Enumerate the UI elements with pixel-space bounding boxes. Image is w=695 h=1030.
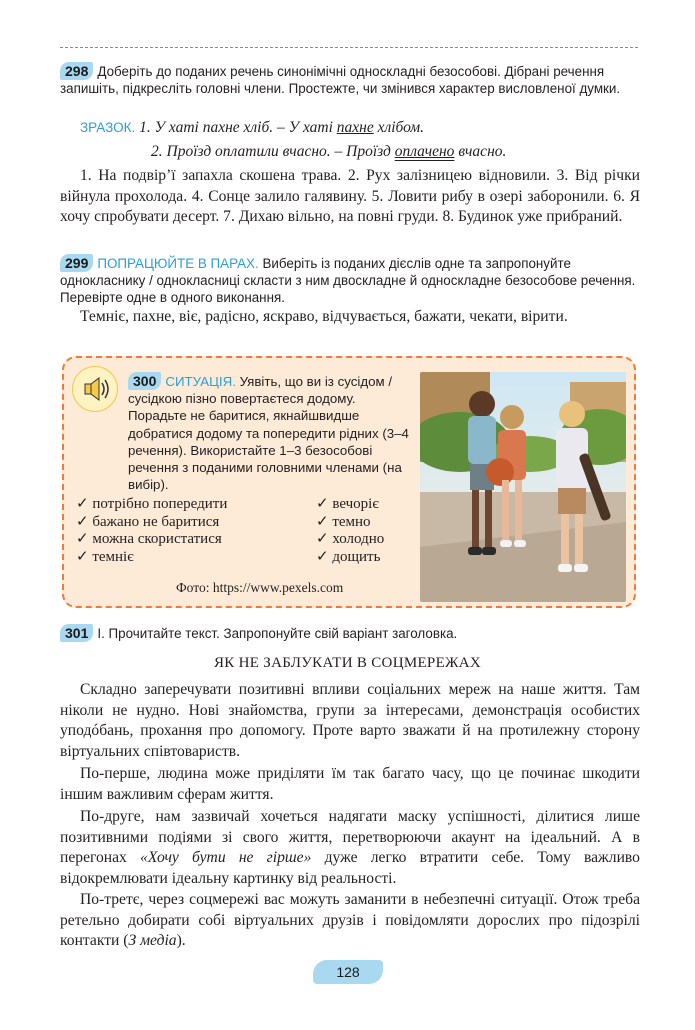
sample-2-end: вчасно. (454, 143, 507, 160)
task-299-text: Виберіть із поданих дієслів одне та запропонуйте однокласнику / однокласниці скласти з ним двоскладне й односкладне безособове речення. Перевірте одне в одного виконання. (60, 256, 636, 305)
list-item: ✓ темно (316, 513, 371, 530)
quoted-phrase: «Хочу бути не гірше» (140, 849, 312, 866)
sample-label: ЗРАЗОК. (80, 120, 136, 135)
task-301-instruction (60, 624, 640, 642)
task-299-label: ПОПРАЦЮЙТЕ В ПАРАХ. (97, 256, 259, 271)
list-item: ✓ холодно (316, 531, 385, 547)
sample-2-start: 2. Проїзд оплатили вчасно. – Проїзд (151, 143, 395, 160)
task-300-instruction (128, 372, 410, 493)
sample-line-2 (151, 142, 506, 162)
task-number-badge: 298 (60, 62, 93, 80)
task-300-text: Уявіть, що ви із сусідом / сусідкою пізно повертаєтеся додому. Порадьте не баритися, якнайшвидше добратися додому та попередити рідних (3–4 речення). Використайте 1–3 безособові речення з поданими головними членами (на вибір). (128, 374, 409, 493)
right-phrase-list (316, 496, 384, 566)
page-number: 128 (313, 960, 383, 984)
task-298-text: Доберіть до поданих речень синонімічні односкладні безособові. Дібрані речення запишіть, підкресліть головні члени. Простежте, чи змінився характер висловленої думки. (60, 64, 621, 96)
task-299-instruction (60, 254, 640, 306)
photo-caption: Фото: https://www.pexels.com (176, 580, 344, 595)
task-number-badge: 301 (60, 624, 93, 642)
task-300-label: СИТУАЦІЯ. (165, 374, 236, 389)
left-phrase-list (76, 496, 227, 566)
text-paragraph-3: По-друге, нам зазвичай хочеться надягати маску успішності, ділитися лише позитивними подіями зі свого життя, перетворюючи акаунт на ідеальний. А в перегонах «Хочу бути не гірше» дуже легко втратити себе. Тому важливо відокремлювати ідеальну картинку від реальності. (60, 808, 640, 887)
sample-1-start: 1. У хаті пахне хліб. – У хаті (139, 119, 337, 136)
list-item: ✓ дощить (316, 548, 381, 565)
task-number-badge: 299 (60, 254, 93, 272)
task-298-instruction (60, 62, 640, 97)
list-item: ✓ можна скористатися (76, 531, 222, 547)
speaker-icon (72, 366, 118, 412)
sample-1-underlined: пахне (336, 119, 374, 136)
sample-1-end: хлібом. (373, 119, 425, 136)
source-reference: З медіа (128, 932, 177, 949)
text-title: ЯК НЕ ЗАБЛУКАТИ В СОЦМЕРЕЖАХ (213, 655, 482, 671)
situation-box (62, 356, 636, 608)
task-301-text: І. Прочитайте текст. Запропонуйте свій варіант заголовка. (97, 626, 458, 641)
sample-2-underlined: оплачено (394, 143, 455, 160)
text-paragraph-1: Складно заперечувати позитивні впливи соціальних мереж на наше життя. Там ніколи не нудно. Нові знайомства, групи за інтересами, демонстрація особистих уподóбань, прохання про допомогу. Проте варто зважати й на протилежну сторону віртуальних співтовариств. (60, 681, 640, 760)
sample-line-1 (80, 118, 424, 138)
text-paragraph-2: По-перше, людина може приділяти їм так багато часу, що це починає шкодити іншим важливим сферам життя. (60, 765, 640, 803)
task-299-words: Темніє, пахне, віє, радісно, яскраво, відчувається, бажати, чекати, вірити. (80, 308, 568, 325)
task-number-badge: 300 (128, 372, 161, 390)
top-divider (60, 47, 638, 48)
list-item: ✓ темніє (76, 548, 134, 565)
children-photo (420, 372, 626, 602)
list-item: ✓ бажано не баритися (76, 513, 220, 530)
task-298-sentences: 1. На подвір’ї запахла скошена трава. 2. Рух залізницею відновили. 3. Від річки війнула прохолода. 4. Сонце залило галявину. 5. Ловити рибу в озері заборонили. 6. Я хочу спробувати десерт. 7. Дихаю вільно, на повні груди. 8. Будинок уже прибраний. (60, 167, 640, 225)
list-item: ✓ потрібно попередити (76, 496, 228, 512)
list-item: ✓ вечоріє (316, 496, 379, 512)
text-paragraph-4: По-третє, через соцмережі вас можуть заманити в небезпечні ситуації. Отож треба ретельно добирати собі віртуальних друзів і повідомляти дорослих про підозрілі контакти (З медіа). (60, 891, 640, 949)
